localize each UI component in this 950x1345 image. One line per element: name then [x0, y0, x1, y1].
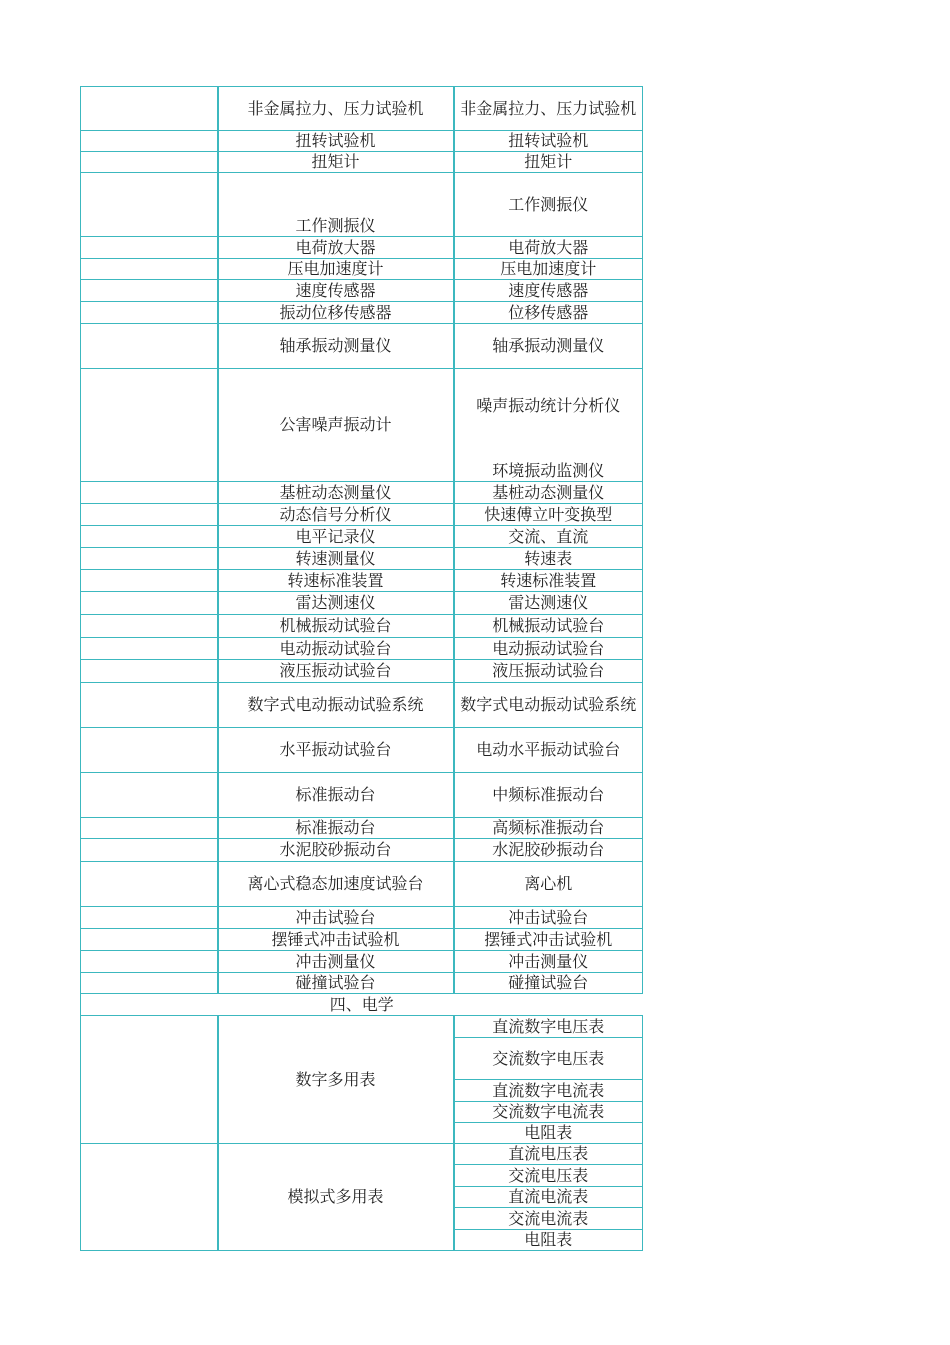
instrument-name-cell: 转速标准装置 — [218, 570, 454, 592]
index-cell — [81, 548, 218, 570]
standard-name-cell: 机械振动试验台 — [454, 615, 643, 638]
table-row — [81, 638, 643, 660]
table-row — [81, 237, 643, 259]
table-row — [81, 87, 643, 131]
standard-name-cell: 冲击试验台 — [454, 907, 643, 929]
standard-name-cell: 快速傅立叶变换型 — [454, 504, 643, 526]
table-row — [81, 615, 643, 638]
standard-name-cell: 中频标准振动台 — [454, 773, 643, 818]
standard-name-cell: 摆锤式冲击试验机 — [454, 929, 643, 951]
instrument-name-cell: 水平振动试验台 — [218, 728, 454, 773]
index-cell — [81, 973, 218, 994]
index-cell — [81, 773, 218, 818]
instrument-name-cell: 轴承振动测量仪 — [218, 324, 454, 369]
standard-name-cell — [454, 369, 643, 482]
standard-name-stack — [457, 370, 641, 481]
table-row — [81, 592, 643, 615]
table-row — [81, 504, 643, 526]
index-cell — [81, 683, 218, 728]
index-cell — [81, 660, 218, 683]
index-cell — [81, 259, 218, 280]
index-cell — [81, 280, 218, 302]
standard-name-cell: 液压振动试验台 — [454, 660, 643, 683]
meter-type-cell: 交流数字电流表 — [454, 1102, 643, 1123]
index-cell — [81, 839, 218, 862]
table-row — [81, 862, 643, 907]
section-title: 四、电学 — [81, 994, 643, 1016]
table-row — [81, 152, 643, 173]
table-row — [81, 482, 643, 504]
meter-type-cell: 直流数字电压表 — [454, 1016, 643, 1038]
group-name-cell: 数字多用表 — [218, 1016, 454, 1144]
meter-type-cell: 交流数字电压表 — [454, 1038, 643, 1080]
standard-name-cell: 非金属拉力、压力试验机 — [454, 87, 643, 131]
standard-name-cell: 电荷放大器 — [454, 237, 643, 259]
instrument-name-cell: 碰撞试验台 — [218, 973, 454, 994]
meter-type-cell: 直流数字电流表 — [454, 1080, 643, 1102]
standard-name-cell: 扭矩计 — [454, 152, 643, 173]
standard-name-cell: 转速表 — [454, 548, 643, 570]
meter-type-cell: 电阻表 — [454, 1230, 643, 1251]
instrument-name-cell: 雷达测速仪 — [218, 592, 454, 615]
instrument-name-cell: 非金属拉力、压力试验机 — [218, 87, 454, 131]
table-row — [81, 369, 643, 482]
instrument-name-cell: 电荷放大器 — [218, 237, 454, 259]
table-row — [81, 1144, 643, 1165]
standard-name-cell: 速度传感器 — [454, 280, 643, 302]
instrument-name-cell: 电动振动试验台 — [218, 638, 454, 660]
index-cell — [81, 862, 218, 907]
index-cell — [81, 526, 218, 548]
instrument-name-cell: 扭矩计 — [218, 152, 454, 173]
instrument-name-cell: 基桩动态测量仪 — [218, 482, 454, 504]
index-cell — [81, 504, 218, 526]
standard-name-cell: 轴承振动测量仪 — [454, 324, 643, 369]
index-cell — [81, 929, 218, 951]
index-cell — [81, 1016, 218, 1144]
standard-name-cell: 工作测振仪 — [454, 173, 643, 237]
standard-name-cell: 电动水平振动试验台 — [454, 728, 643, 773]
standard-name-cell: 电动振动试验台 — [454, 638, 643, 660]
index-cell — [81, 324, 218, 369]
instrument-name-cell: 标准振动台 — [218, 773, 454, 818]
standard-name-cell: 冲击测量仪 — [454, 951, 643, 973]
index-cell — [81, 152, 218, 173]
section-row — [81, 994, 643, 1016]
instrument-name-cell: 动态信号分析仪 — [218, 504, 454, 526]
index-cell — [81, 237, 218, 259]
instrument-name-cell: 冲击试验台 — [218, 907, 454, 929]
index-cell — [81, 173, 218, 237]
index-cell — [81, 592, 218, 615]
instrument-name-cell: 冲击测量仪 — [218, 951, 454, 973]
meter-type-cell: 直流电流表 — [454, 1187, 643, 1208]
group-name-cell: 模拟式多用表 — [218, 1144, 454, 1251]
table-row — [81, 570, 643, 592]
instrument-name-cell: 标准振动台 — [218, 818, 454, 839]
table-row — [81, 280, 643, 302]
instrument-table — [80, 86, 643, 1251]
standard-name-line: 环境振动监测仪 — [492, 460, 605, 480]
table-row — [81, 302, 643, 324]
index-cell — [81, 570, 218, 592]
instrument-name-cell: 工作测振仪 — [218, 173, 454, 237]
index-cell — [81, 369, 218, 482]
table-row — [81, 951, 643, 973]
table-row — [81, 907, 643, 929]
standard-name-cell: 碰撞试验台 — [454, 973, 643, 994]
standard-name-cell: 转速标准装置 — [454, 570, 643, 592]
table-row — [81, 548, 643, 570]
table-row — [81, 173, 643, 237]
standard-name-cell: 数字式电动振动试验系统 — [454, 683, 643, 728]
table-row — [81, 839, 643, 862]
index-cell — [81, 482, 218, 504]
instrument-name-cell: 数字式电动振动试验系统 — [218, 683, 454, 728]
instrument-name-cell: 电平记录仪 — [218, 526, 454, 548]
table-row — [81, 728, 643, 773]
standard-name-cell: 扭转试验机 — [454, 131, 643, 152]
index-cell — [81, 818, 218, 839]
table-row — [81, 1016, 643, 1038]
instrument-name-cell: 振动位移传感器 — [218, 302, 454, 324]
table-row — [81, 526, 643, 548]
instrument-name-cell: 水泥胶砂振动台 — [218, 839, 454, 862]
table-row — [81, 131, 643, 152]
instrument-name-cell: 离心式稳态加速度试验台 — [218, 862, 454, 907]
instrument-name-cell: 公害噪声振动计 — [218, 369, 454, 482]
table-row — [81, 660, 643, 683]
instrument-name-cell: 摆锤式冲击试验机 — [218, 929, 454, 951]
standard-name-cell: 高频标准振动台 — [454, 818, 643, 839]
instrument-name-cell: 机械振动试验台 — [218, 615, 454, 638]
standard-name-cell: 雷达测速仪 — [454, 592, 643, 615]
instrument-name-cell: 液压振动试验台 — [218, 660, 454, 683]
table-row — [81, 773, 643, 818]
index-cell — [81, 907, 218, 929]
meter-type-cell: 电阻表 — [454, 1123, 643, 1144]
table-row — [81, 683, 643, 728]
standard-name-cell: 基桩动态测量仪 — [454, 482, 643, 504]
table-row — [81, 973, 643, 994]
table-row — [81, 324, 643, 369]
index-cell — [81, 638, 218, 660]
instrument-name-cell: 扭转试验机 — [218, 131, 454, 152]
instrument-name-cell: 压电加速度计 — [218, 259, 454, 280]
index-cell — [81, 951, 218, 973]
index-cell — [81, 728, 218, 773]
index-cell — [81, 87, 218, 131]
standard-name-cell: 压电加速度计 — [454, 259, 643, 280]
meter-type-cell: 交流电流表 — [454, 1208, 643, 1230]
table-row — [81, 259, 643, 280]
index-cell — [81, 615, 218, 638]
index-cell — [81, 302, 218, 324]
standard-name-cell: 交流、直流 — [454, 526, 643, 548]
standard-name-cell: 位移传感器 — [454, 302, 643, 324]
standard-name-cell: 离心机 — [454, 862, 643, 907]
table-row — [81, 818, 643, 839]
meter-type-cell: 直流电压表 — [454, 1144, 643, 1165]
instrument-name-cell: 转速测量仪 — [218, 548, 454, 570]
standard-name-cell: 水泥胶砂振动台 — [454, 839, 643, 862]
standard-name-line: 噪声振动统计分析仪 — [476, 395, 621, 415]
index-cell — [81, 1144, 218, 1251]
meter-type-cell: 交流电压表 — [454, 1165, 643, 1187]
table-row — [81, 929, 643, 951]
instrument-table-body — [81, 87, 643, 1251]
index-cell — [81, 131, 218, 152]
instrument-name-cell: 速度传感器 — [218, 280, 454, 302]
